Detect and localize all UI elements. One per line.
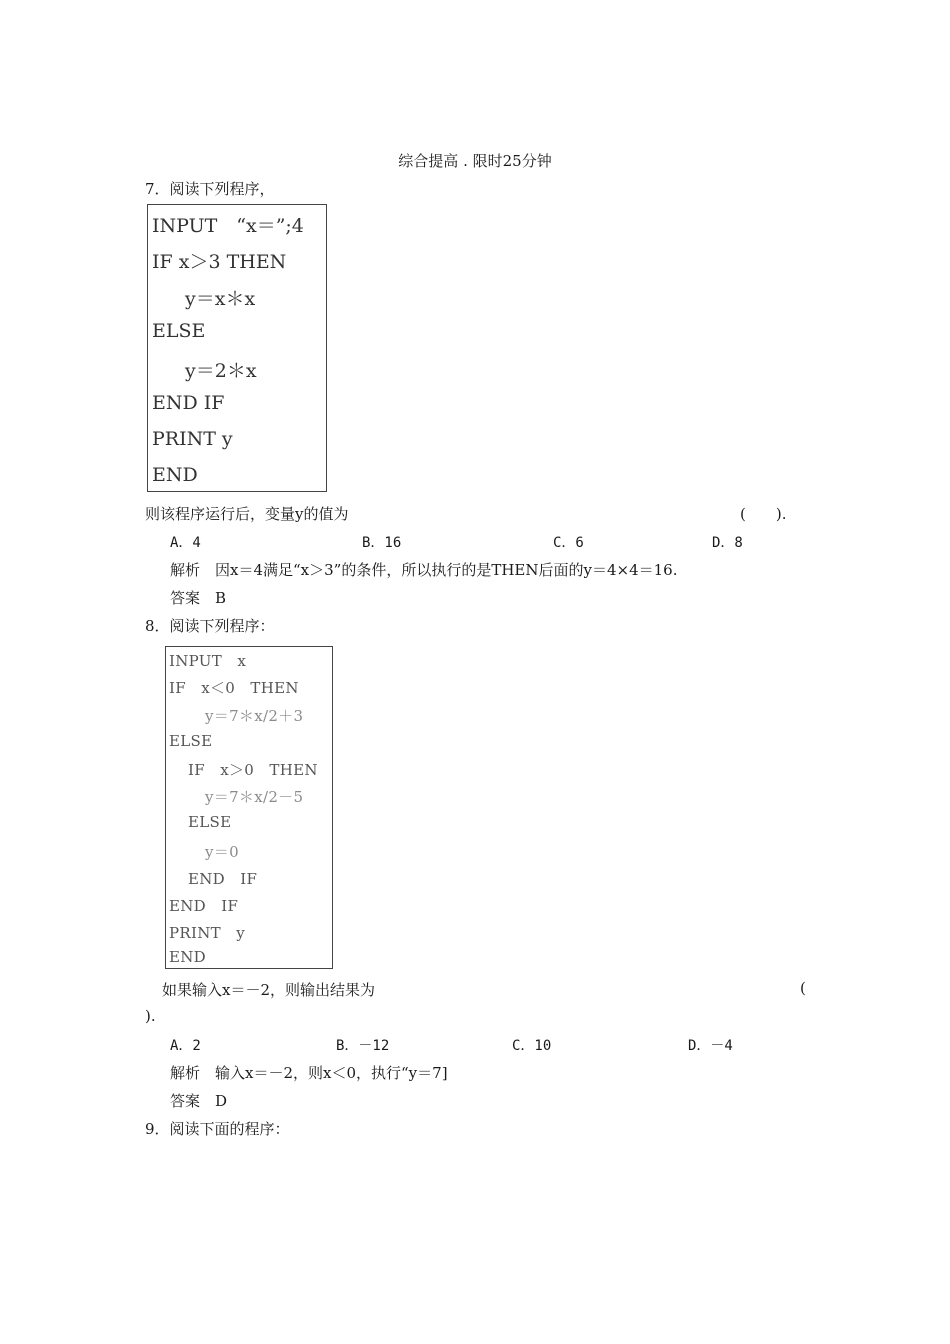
code-line: y＝0 (205, 843, 239, 861)
q8-option-c: C．10 (512, 1038, 552, 1054)
code-line: y＝x＊x (185, 288, 256, 310)
code-line: ELSE (152, 320, 206, 342)
q8-option-b: B．－12 (336, 1038, 390, 1054)
code-line: END IF (169, 897, 239, 915)
q7-stem: 7．阅读下列程序， (145, 180, 275, 198)
q8-answer: 答案 D (170, 1092, 228, 1110)
code-line: END (152, 464, 198, 486)
q7-code-box (147, 204, 327, 492)
code-line: IF x＜0 THEN (169, 679, 299, 697)
q7-option-a: A．4 (170, 535, 201, 551)
code-line: ELSE (188, 813, 232, 831)
q8-paren-open: ( (800, 979, 806, 997)
code-line: IF x＞0 THEN (188, 761, 318, 779)
q7-answer: 答案 B (170, 589, 227, 607)
q9-stem: 9．阅读下面的程序： (145, 1120, 290, 1138)
q7-analysis: 解析 因x＝4满足“x＞3”的条件，所以执行的是THEN后面的y＝4×4＝16. (170, 561, 678, 579)
code-line: END IF (188, 870, 258, 888)
q7-option-d: D．8 (712, 535, 743, 551)
q8-stem: 8．阅读下列程序： (145, 617, 275, 635)
code-line: y＝2＊x (185, 360, 257, 382)
q7-question: 则该程序运行后，变量y的值为 (145, 505, 349, 523)
q7-option-b: B．16 (362, 535, 402, 551)
section-title: 综合提高 . 限时25分钟 (398, 152, 552, 170)
code-line: IF x＞3 THEN (152, 251, 287, 273)
code-line: PRINT y (152, 428, 233, 450)
q8-question: 如果输入x＝－2，则输出结果为 (162, 981, 376, 999)
q8-code-box (165, 646, 333, 969)
code-line: PRINT y (169, 924, 246, 942)
q8-option-d: D．－4 (688, 1038, 733, 1054)
q7-option-c: C．6 (553, 535, 584, 551)
code-line: INPUT x (169, 652, 247, 670)
code-line: y＝7＊x/2－5 (205, 788, 304, 806)
q8-analysis: 解析 输入x＝－2，则x＜0，执行“y＝7] (170, 1064, 448, 1082)
code-line: END IF (152, 392, 225, 414)
q8-option-a: A．2 (170, 1038, 201, 1054)
code-line: INPUT “x＝”;4 (152, 215, 304, 237)
code-line: END (169, 948, 207, 966)
q8-paren-close: ). (145, 1007, 156, 1025)
code-line: y＝7＊x/2＋3 (205, 707, 304, 725)
q7-answer-paren: ( ). (740, 505, 787, 523)
code-line: ELSE (169, 732, 213, 750)
